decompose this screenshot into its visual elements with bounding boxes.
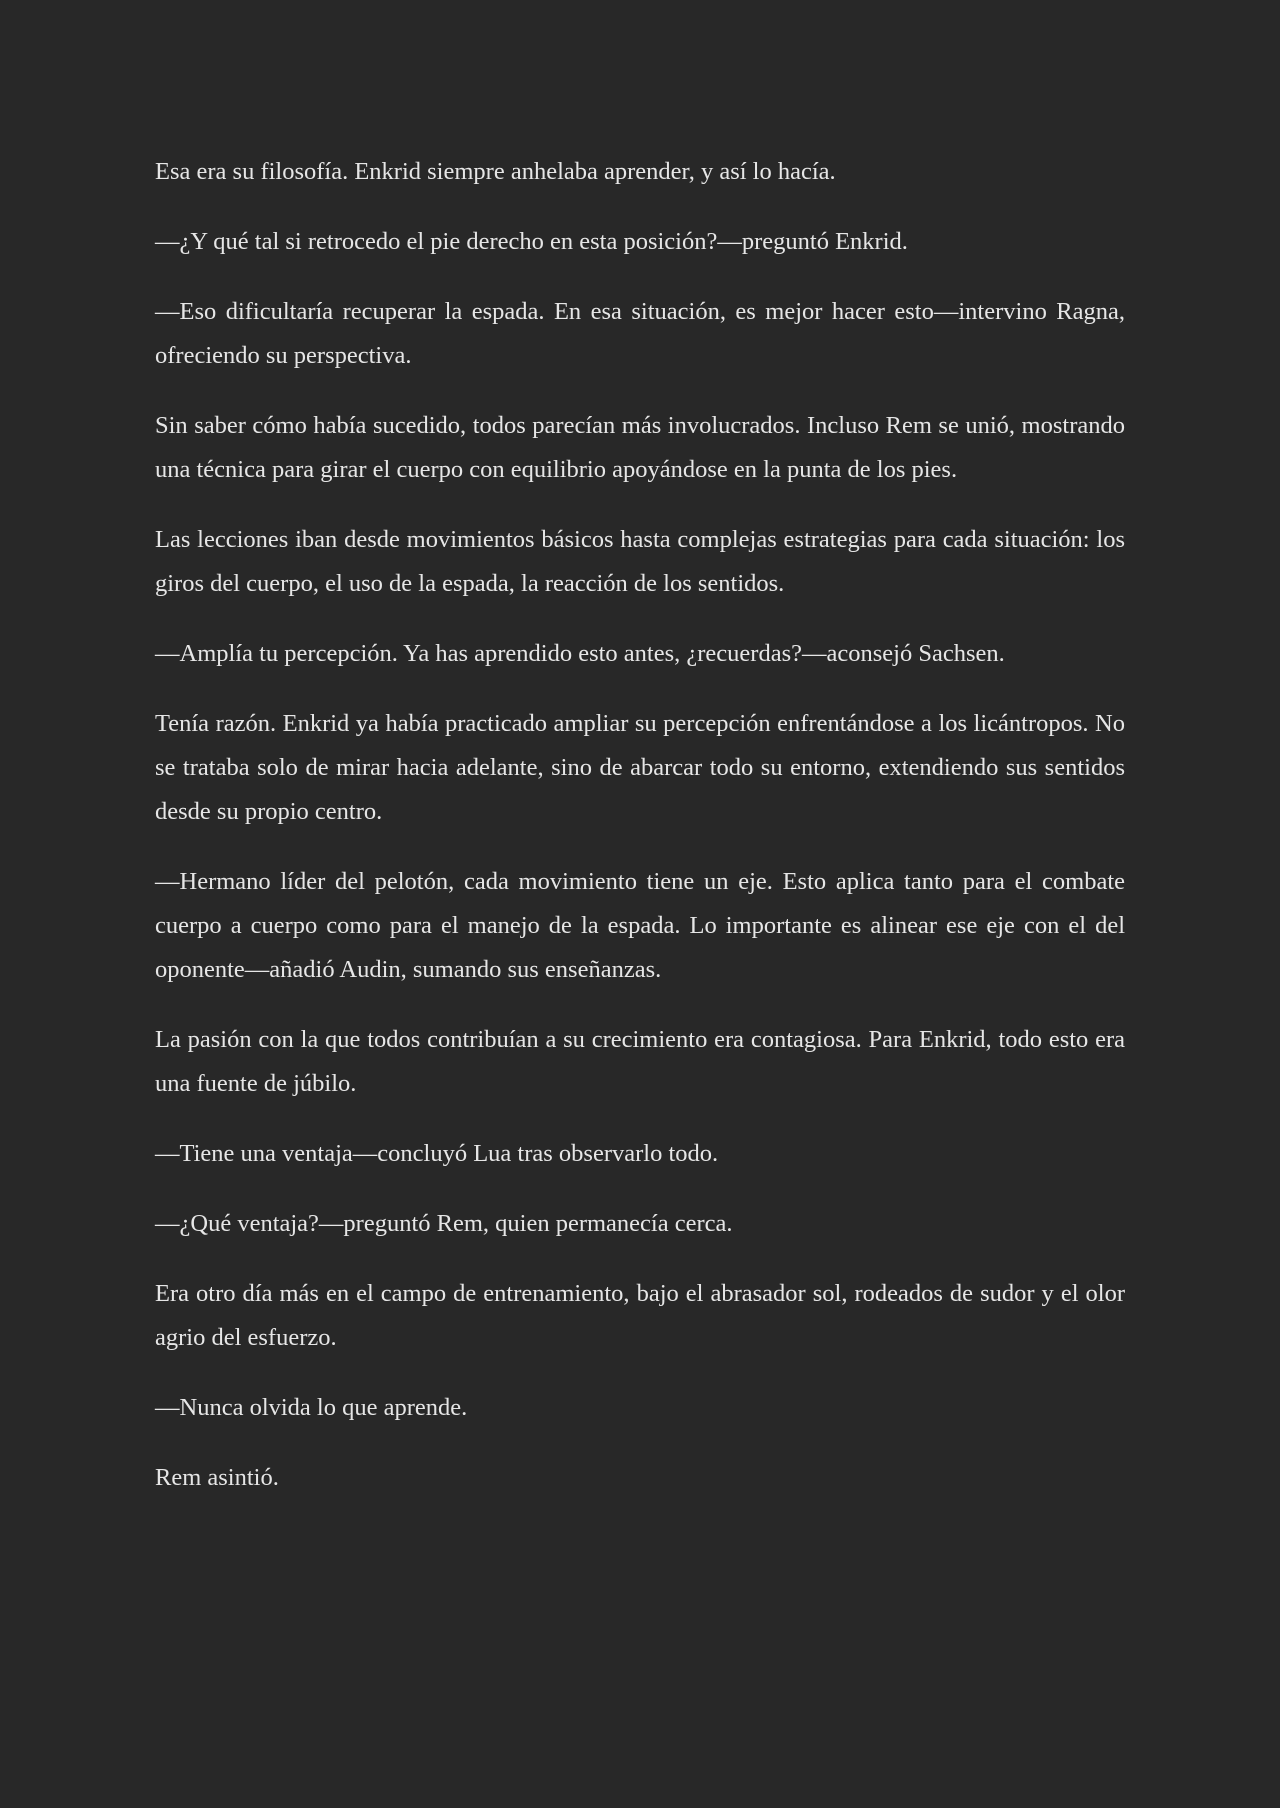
paragraph: —Hermano líder del pelotón, cada movimiento tiene un eje. Esto aplica tanto para el combate cuerpo a cuerpo como para el manejo de la espada. Lo importante es alinear ese eje con el del oponente—añadió Audin, sumando sus enseñanzas. [155,868,1125,983]
paragraph: —¿Y qué tal si retrocedo el pie derecho en esta posición?—preguntó Enkrid. [155,228,908,255]
paragraph: La pasión con la que todos contribuían a su crecimiento era contagiosa. Para Enkrid, todo esto era una fuente de júbilo. [155,1026,1125,1097]
reading-pane [155,150,1125,1526]
paragraph: —Amplía tu percepción. Ya has aprendido esto antes, ¿recuerdas?—aconsejó Sachsen. [155,640,1005,667]
paragraph: —Tiene una ventaja—concluyó Lua tras observarlo todo. [155,1140,719,1167]
paragraph: Esa era su filosofía. Enkrid siempre anhelaba aprender, y así lo hacía. [155,158,836,185]
paragraph: Era otro día más en el campo de entrenamiento, bajo el abrasador sol, rodeados de sudor y el olor agrio del esfuerzo. [155,1280,1125,1351]
paragraph: Tenía razón. Enkrid ya había practicado ampliar su percepción enfrentándose a los licántropos. No se trataba solo de mirar hacia adelante, sino de abarcar todo su entorno, extendiendo sus sentidos desde su propio centro. [155,710,1125,825]
paragraph: —Nunca olvida lo que aprende. [155,1394,468,1421]
paragraph: Las lecciones iban desde movimientos básicos hasta complejas estrategias para cada situación: los giros del cuerpo, el uso de la espada, la reacción de los sentidos. [155,526,1125,597]
paragraph: Sin saber cómo había sucedido, todos parecían más involucrados. Incluso Rem se unió, mostrando una técnica para girar el cuerpo con equilibrio apoyándose en la punta de los pies. [155,412,1125,483]
paragraph: Rem asintió. [155,1464,279,1491]
paragraph: —Eso dificultaría recuperar la espada. En esa situación, es mejor hacer esto—intervino Ragna, ofreciendo su perspectiva. [155,298,1125,369]
paragraph: —¿Qué ventaja?—preguntó Rem, quien permanecía cerca. [155,1210,733,1237]
